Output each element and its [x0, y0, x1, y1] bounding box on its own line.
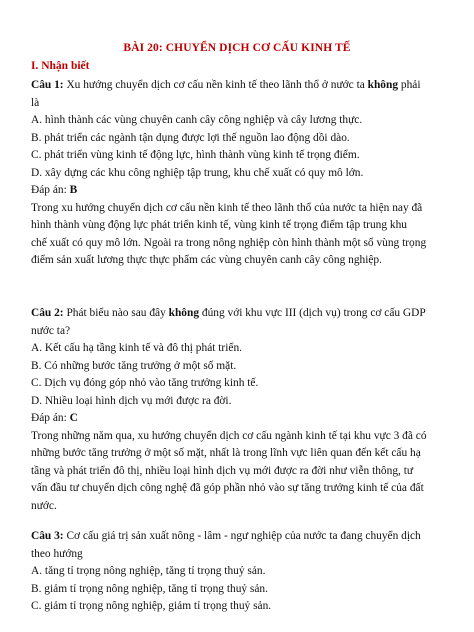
- question-3-option-b: B. giảm tỉ trọng nông nghiệp, tăng tỉ trọng thuỷ sản.: [31, 582, 268, 595]
- answer-label: Đáp án:: [31, 184, 70, 196]
- question-2-emphasis: không: [168, 307, 200, 319]
- question-2-stem: [31, 305, 447, 323]
- explanation-line: nước.: [31, 499, 57, 512]
- answer-label: Đáp án:: [31, 412, 70, 424]
- question-1-option-b: B. phát triển các ngành tận dụng được lợi thế nguồn lao động dồi dào.: [31, 131, 350, 144]
- question-3-stem-cont: theo hướng: [31, 547, 83, 560]
- question-1-option-c: C. phát triển vùng kinh tế động lực, hình thành vùng kinh tế trọng điểm.: [31, 149, 360, 161]
- question-1-text-a: Xu hướng chuyển dịch cơ cấu nền kinh tế theo lãnh thổ ở nước ta: [63, 79, 368, 91]
- question-1-emphasis: không: [367, 79, 399, 91]
- question-1-option-a: A. hình thành các vùng chuyên canh cây công nghiệp và cây lương thực.: [31, 114, 363, 126]
- document-title: BÀI 20: CHUYỂN DỊCH CƠ CẤU KINH TẾ: [123, 42, 351, 54]
- question-1-stem-cont: là: [31, 96, 40, 109]
- explanation-line: vấn đầu tư chuyển dịch công nghệ đã góp phần nhỏ vào sự tăng trưởng kinh tế của đất: [31, 482, 424, 494]
- question-2-answer: [31, 410, 447, 428]
- question-2-option-a: A. Kết cấu hạ tầng kinh tế và đô thị phát triển.: [31, 342, 242, 354]
- explanation-line: tầng và phát triển đô thị, nhiều loại hình dịch vụ mới được ra đời như viễn thông, tư: [31, 464, 414, 477]
- question-1-stem: [31, 77, 447, 95]
- explanation-line: hình thành vùng động lực phát triển kinh tế, vùng kinh tế trọng điểm tập trung khu: [31, 219, 407, 231]
- question-3-label: Câu 3:: [31, 530, 64, 542]
- question-1-text-b: phải: [398, 79, 421, 91]
- answer-value: B: [69, 184, 78, 196]
- question-2-option-d: D. Nhiều loại hình dịch vụ mới được ra đời.: [31, 394, 232, 407]
- explanation-line: những bước tăng trưởng ở một số mặt, nhất là trong lĩnh vực liên quan đến kết cấu hạ: [31, 447, 421, 459]
- question-1-answer: [31, 182, 447, 200]
- explanation-line: điểm sản xuất lương thực thực phẩm các vùng chuyên canh cây công nghiệp.: [31, 254, 382, 266]
- question-3: [31, 528, 447, 616]
- question-3-option-a: A. tăng tỉ trọng nông nghiệp, tăng tỉ trọng thuỷ sản.: [31, 565, 266, 577]
- explanation-line: Trong những năm qua, xu hướng chuyển dịch cơ cấu ngành kinh tế tại khu vực 3 đã có: [31, 429, 427, 442]
- question-2-text-a: Phát biểu nào sau đây: [63, 307, 169, 319]
- question-3-option-c: C. giảm tỉ trọng nông nghiệp, giảm tỉ trọng thuỷ sản.: [31, 600, 272, 612]
- question-2-text-b: đúng với khu vực III (dịch vụ) trong cơ cấu GDP: [199, 307, 426, 319]
- question-2: [31, 305, 447, 515]
- section-heading: I. Nhận biết: [31, 60, 90, 72]
- explanation-line: Trong xu hướng chuyển dịch cơ cấu nền kinh tế theo lãnh thổ của nước ta hiện nay đã: [31, 201, 423, 214]
- question-2-stem-cont: nước ta?: [31, 324, 71, 337]
- question-3-stem: [31, 528, 447, 546]
- explanation-line: chế xuất có quy mô lớn. Ngoài ra trong nông nghiệp còn hình thành một số vùng trọng: [31, 236, 427, 249]
- answer-value: C: [69, 412, 78, 424]
- question-1-option-d: D. xây dựng các khu công nghiệp tập trung, khu chế xuất có quy mô lớn.: [31, 166, 364, 179]
- question-3-text-a: Cơ cấu giá trị sản xuất nông - lâm - ngư nghiệp của nước ta đang chuyển dịch: [63, 530, 421, 542]
- question-1: [31, 77, 447, 270]
- question-2-option-b: B. Có những bước tăng trưởng ở một số mặt.: [31, 359, 237, 372]
- question-2-label: Câu 2:: [31, 307, 64, 319]
- question-1-label: Câu 1:: [31, 79, 64, 91]
- question-2-option-c: C. Dịch vụ đóng góp nhỏ vào tăng trưởng kinh tế.: [31, 377, 259, 389]
